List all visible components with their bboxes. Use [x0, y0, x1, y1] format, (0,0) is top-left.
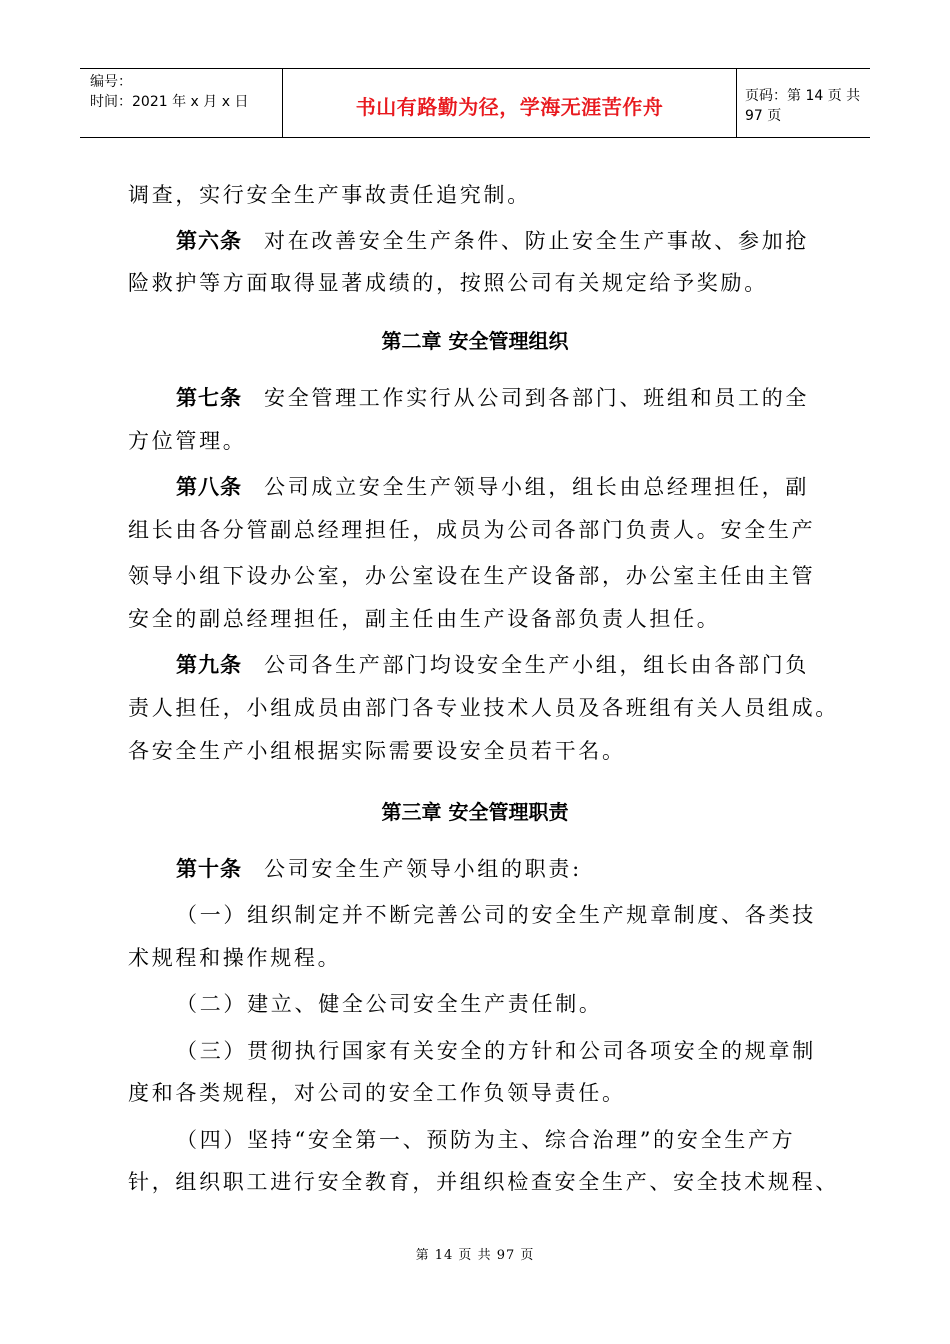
article-title: 第八条 [176, 475, 242, 499]
paragraph-line: 方位管理。 [128, 429, 247, 453]
header-motto: 书山有路勤为径，学海无涯苦作舟 [355, 94, 664, 119]
article-6 [176, 226, 876, 256]
paragraph-line: 针，组织职工进行安全教育，并组织检查安全生产、安全技术规程、 [128, 1170, 839, 1194]
article-text: 公司成立安全生产领导小组，组长由总经理担任，副 [264, 475, 810, 499]
article-title: 第十条 [176, 857, 242, 881]
paragraph-line: 安全的副总经理担任，副主任由生产设备部负责人担任。 [128, 607, 721, 631]
header-page-info: 页码：第 14 页 共 97 页 [745, 88, 861, 124]
chapter-heading: 第二章 安全管理组织 [381, 329, 569, 353]
article-8 [176, 472, 876, 502]
article-title: 第六条 [176, 229, 242, 253]
article-7 [176, 383, 876, 413]
article-9 [176, 650, 876, 680]
list-item: （三）贯彻执行国家有关安全的方针和公司各项安全的规章制 [176, 1039, 816, 1063]
article-text: 公司各生产部门均设安全生产小组，组长由各部门负 [264, 653, 810, 677]
article-text: 对在改善安全生产条件、防止安全生产事故、参加抢 [264, 229, 810, 253]
paragraph-line: 度和各类规程，对公司的安全工作负领导责任。 [128, 1081, 626, 1105]
header-meta [80, 69, 283, 137]
list-item: （一）组织制定并不断完善公司的安全生产规章制度、各类技 [176, 903, 816, 927]
chapter-heading: 第三章 安全管理职责 [381, 800, 569, 824]
article-title: 第九条 [176, 653, 242, 677]
paragraph-line: 组长由各分管副总经理担任，成员为公司各部门负责人。安全生产 [128, 518, 816, 542]
paragraph-line: 调查，实行安全生产事故责任追究制。 [128, 183, 531, 207]
paragraph-line: 各安全生产小组根据实际需要设安全员若干名。 [128, 739, 626, 763]
header-number: 编号： [90, 74, 132, 90]
article-text: 安全管理工作实行从公司到各部门、班组和员工的全 [264, 386, 810, 410]
list-item: （四）坚持“安全第一、预防为主、综合治理”的安全生产方 [176, 1128, 796, 1152]
article-10 [176, 854, 876, 884]
article-title: 第七条 [176, 386, 242, 410]
list-item: （二）建立、健全公司安全生产责任制。 [176, 992, 603, 1016]
header-motto-cell [283, 69, 737, 137]
paragraph-line: 险救护等方面取得显著成绩的，按照公司有关规定给予奖励。 [128, 271, 768, 295]
page-footer: 第 14 页 共 97 页 [415, 1248, 535, 1263]
paragraph-line: 术规程和操作规程。 [128, 946, 342, 970]
paragraph-line: 领导小组下设办公室，办公室设在生产设备部，办公室主任由主管 [128, 564, 816, 588]
paragraph-line: 责人担任，小组成员由部门各专业技术人员及各班组有关人员组成。 [128, 696, 839, 720]
article-text: 公司安全生产领导小组的职责: [264, 857, 582, 881]
page-header [80, 68, 870, 138]
header-time: 时间：2021 年 x 月 x 日 [90, 94, 249, 110]
